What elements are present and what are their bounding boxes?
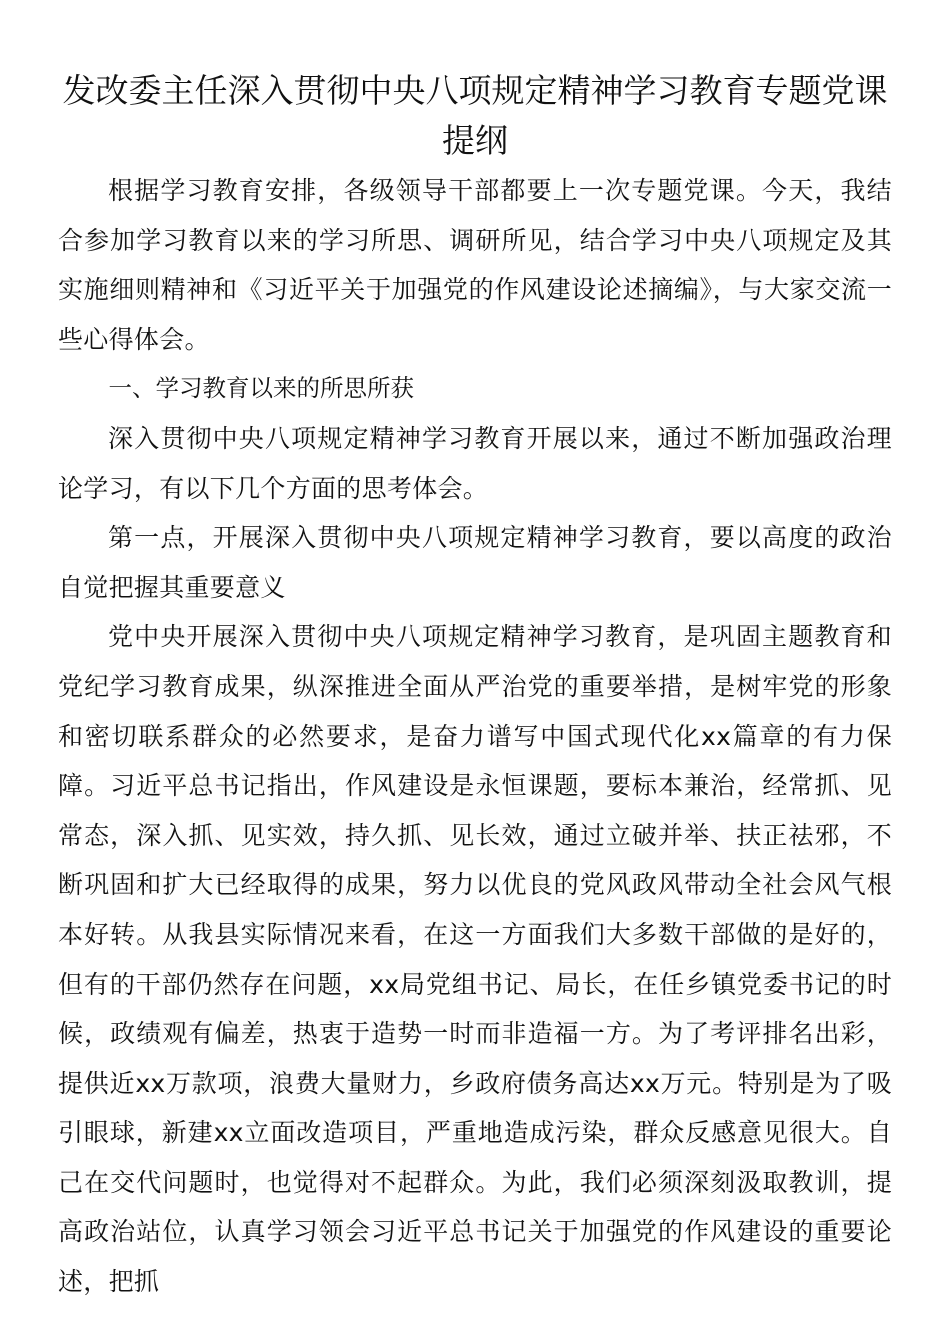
intro-paragraph: 根据学习教育安排，各级领导干部都要上一次专题党课。今天，我结合参加学习教育以来的学习所思、调研所见，结合学习中央八项规定及其实施细则精神和《习近平关于加强党的作风建设论述摘编》，与大家交流一些心得体会。 (58, 176, 892, 354)
point-one-heading: 第一点，开展深入贯彻中央八项规定精神学习教育，要以高度的政治自觉把握其重要意义 (58, 523, 892, 602)
section-heading-1: 一、学习教育以来的所思所获 (108, 374, 415, 403)
body-paragraph: 党中央开展深入贯彻中央八项规定精神学习教育，是巩固主题教育和党纪学习教育成果，纵深推进全面从严治党的重要举措，是树牢党的形象和密切联系群众的必然要求，是奋力谱写中国式现代化xx篇章的有力保障。习近平总书记指出，作风建设是永恒课题，要标本兼治，经常抓、见常态，深入抓、见实效，持久抓、见长效，通过立破并举、扶正祛邪，不断巩固和扩大已经取得的成果，努力以优良的党风政风带动全社会风气根本好转。从我县实际情况来看，在这一方面我们大多数干部做的是好的，但有的干部仍然存在问题，xx局党组书记、局长，在任乡镇党委书记的时候，政绩观有偏差，热衷于造势一时而非造福一方。为了考评排名出彩，提供近xx万款项，浪费大量财力，乡政府债务高达xx万元。特别是为了吸引眼球，新建xx立面改造项目，严重地造成污染，群众反感意见很大。自己在交代问题时，也觉得对不起群众。为此，我们必须深刻汲取教训，提高政治站位，认真学习领会习近平总书记关于加强党的作风建设的重要论述，把抓 (58, 622, 892, 1297)
section-intro-paragraph: 深入贯彻中央八项规定精神学习教育开展以来，通过不断加强政治理论学习，有以下几个方面的思考体会。 (58, 423, 892, 503)
document-title: 发改委主任深入贯彻中央八项规定精神学习教育专题党课提纲 (62, 71, 888, 160)
document-page (58, 66, 892, 1307)
